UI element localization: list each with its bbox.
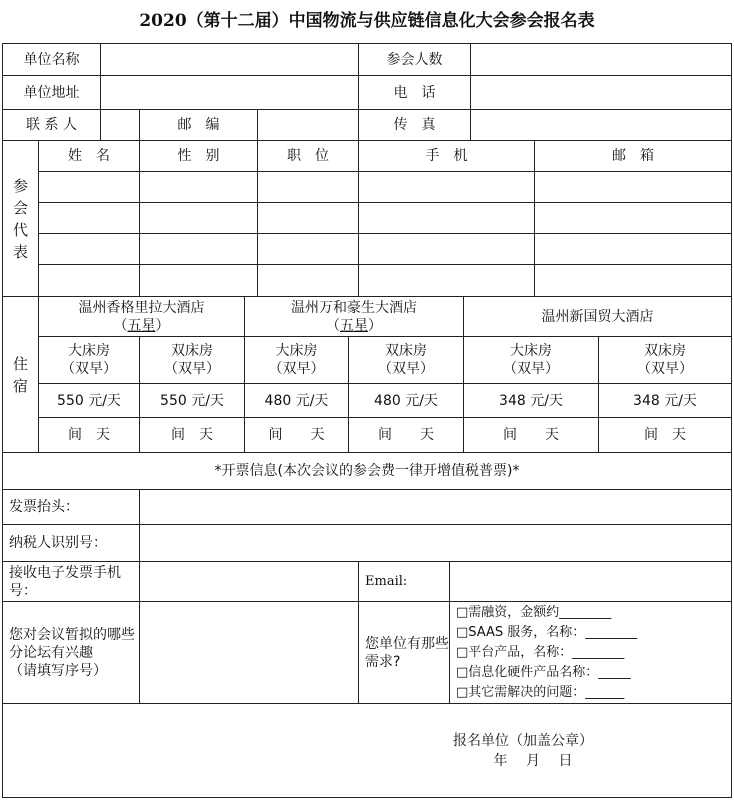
delegate-position-field[interactable]	[257, 264, 359, 297]
delegate-email-field[interactable]	[534, 264, 732, 297]
room-nights-field[interactable]: 间 天	[598, 417, 732, 453]
header-email: 邮 箱	[534, 140, 732, 172]
delegate-name-field[interactable]	[38, 233, 140, 265]
phone-field[interactable]	[470, 75, 732, 110]
room-price: 550 元/天	[139, 383, 245, 418]
room-breakfast: （双早）	[637, 361, 693, 377]
delegate-gender-field[interactable]	[139, 264, 258, 297]
forum-interest-field[interactable]	[139, 601, 359, 704]
need-option-platform[interactable]: □平台产品，名称：________	[456, 644, 625, 660]
header-mobile: 手 机	[358, 140, 535, 172]
company-address-field[interactable]	[100, 75, 359, 110]
company-name-label: 单位名称	[2, 43, 101, 76]
email-field[interactable]	[449, 561, 732, 602]
room-type-name: 大床房	[68, 343, 110, 359]
delegate-gender-field[interactable]	[139, 233, 258, 265]
tax-id-field[interactable]	[139, 524, 732, 562]
postcode-label: 邮 编	[139, 109, 258, 141]
contact-field[interactable]	[100, 109, 140, 141]
signature-unit: 报名单位（加盖公章）	[453, 733, 593, 749]
hotel-howard-johnson	[244, 296, 464, 337]
invoice-title-field[interactable]	[139, 489, 732, 525]
form-title: 2020（第十二届）中国物流与供应链信息化大会参会报名表	[139, 11, 595, 31]
delegate-position-field[interactable]	[257, 171, 359, 203]
delegate-gender-field[interactable]	[139, 171, 258, 203]
room-type	[348, 336, 464, 384]
forum-interest-label: 您对会议暂拟的哪些分论坛有兴趣 （请填写序号）	[2, 601, 140, 704]
room-type-name: 大床房	[275, 343, 318, 359]
delegate-name-field[interactable]	[38, 264, 140, 297]
hotel-shangri-la	[38, 296, 245, 337]
needs-options	[449, 601, 732, 704]
room-breakfast: （双早）	[164, 361, 220, 377]
hotel-name: 温州新国贸大酒店	[541, 308, 654, 325]
room-type	[598, 336, 732, 384]
room-nights-field[interactable]: 间 天	[139, 417, 245, 453]
attendee-count-field[interactable]	[470, 43, 732, 76]
delegate-mobile-field[interactable]	[358, 171, 535, 203]
header-name: 姓 名	[38, 140, 140, 172]
fax-label: 传 真	[358, 109, 471, 141]
company-name-field[interactable]	[100, 43, 359, 76]
need-option-hardware[interactable]: □信息化硬件产品名称：_____	[456, 664, 631, 680]
hotel-star: （五星）	[113, 317, 170, 334]
room-price: 348 元/天	[598, 383, 732, 418]
signature-area	[2, 703, 732, 798]
tax-id-label: 纳税人识别号：	[2, 524, 140, 562]
room-breakfast: （双早）	[378, 361, 434, 377]
room-nights-field[interactable]: 间 天	[348, 417, 464, 453]
hotel-xinguomao	[463, 296, 732, 337]
delegate-position-field[interactable]	[257, 233, 359, 265]
signature-date: 年 月 日	[493, 753, 573, 769]
postcode-field[interactable]	[257, 109, 359, 141]
room-breakfast: （双早）	[61, 361, 117, 377]
delegate-email-field[interactable]	[534, 171, 732, 203]
room-type-name: 双床房	[644, 343, 686, 359]
room-type-name: 大床房	[510, 343, 552, 359]
invoice-phone-label: 接收电子发票手机号：	[2, 561, 140, 602]
company-address-label: 单位地址	[2, 75, 101, 110]
need-option-other[interactable]: □其它需解决的问题：______	[456, 684, 625, 700]
invoice-header: *开票信息(本次会议的参会费一律开增值税普票)*	[2, 452, 732, 490]
invoice-phone-field[interactable]	[139, 561, 359, 602]
room-price: 480 元/天	[348, 383, 464, 418]
lodging-section-label: 住 宿	[2, 296, 39, 453]
delegate-name-field[interactable]	[38, 171, 140, 203]
delegates-section-label: 参 会 代 表	[2, 140, 39, 297]
room-price: 550 元/天	[38, 383, 140, 418]
room-type-name: 双床房	[385, 343, 427, 359]
delegate-mobile-field[interactable]	[358, 202, 535, 234]
header-position: 职 位	[257, 140, 359, 172]
delegate-name-field[interactable]	[38, 202, 140, 234]
needs-label: 您单位有那些需求?	[358, 601, 450, 704]
delegate-position-field[interactable]	[257, 202, 359, 234]
hotel-name: 温州香格里拉大酒店	[78, 299, 205, 316]
delegate-mobile-field[interactable]	[358, 233, 535, 265]
room-type	[463, 336, 599, 384]
room-nights-field[interactable]: 间 天	[38, 417, 140, 453]
delegate-gender-field[interactable]	[139, 202, 258, 234]
room-nights-field[interactable]: 间 天	[244, 417, 349, 453]
delegate-mobile-field[interactable]	[358, 264, 535, 297]
room-type-name: 双床房	[171, 343, 213, 359]
phone-label: 电 话	[358, 75, 471, 110]
email-label: Email:	[358, 561, 450, 602]
attendee-count-label: 参会人数	[358, 43, 471, 76]
room-breakfast: （双早）	[503, 361, 559, 377]
delegate-email-field[interactable]	[534, 233, 732, 265]
room-type	[139, 336, 245, 384]
room-type	[38, 336, 140, 384]
invoice-title-label: 发票抬头：	[2, 489, 140, 525]
need-option-financing[interactable]: □需融资，金额约________	[456, 604, 612, 620]
header-gender: 性 别	[139, 140, 258, 172]
delegate-email-field[interactable]	[534, 202, 732, 234]
need-option-saas[interactable]: □SAAS 服务，名称：________	[456, 624, 638, 640]
room-nights-field[interactable]: 间 天	[463, 417, 599, 453]
fax-field[interactable]	[470, 109, 732, 141]
hotel-name: 温州万和豪生大酒店	[291, 299, 417, 316]
hotel-star: （五星）	[326, 317, 382, 334]
room-price: 480 元/天	[244, 383, 349, 418]
room-price: 348 元/天	[463, 383, 599, 418]
room-type	[244, 336, 349, 384]
contact-label: 联 系 人	[2, 109, 101, 141]
room-breakfast: （双早）	[268, 361, 325, 377]
